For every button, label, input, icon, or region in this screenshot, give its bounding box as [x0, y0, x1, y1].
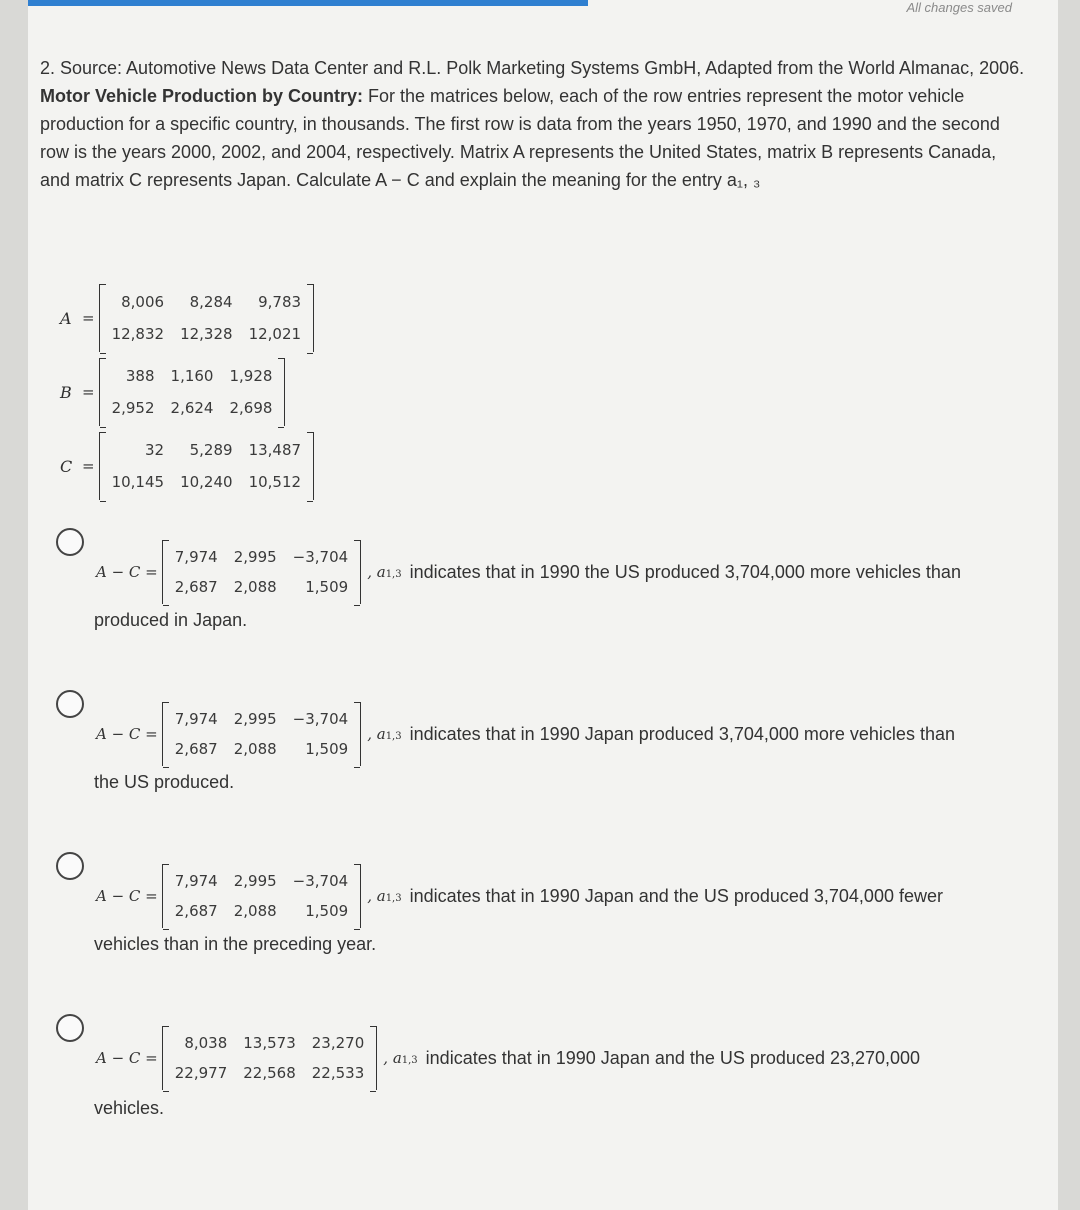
option-text: indicates that in 1990 Japan produced 3,704,000 more vehicles than	[409, 723, 955, 744]
matrix-cell: 22,568	[243, 1064, 296, 1082]
option-lhs: A − C =	[96, 563, 158, 581]
question-description: For the matrices below, each of the row entries represent the motor vehicle production for a specific country, in thousands. The first row is data from the years 1950, 1970, and 1990 and the second row is the years 2000, 2002, and 2004, respectively. Matrix A represents the United States, matrix B represents Canada, and matrix C represents Japan. Calculate A − C and explain the meaning for the entry a₁, ₃	[40, 86, 1000, 190]
option-expression	[96, 540, 961, 604]
option-lhs: A − C =	[96, 1049, 158, 1067]
option-text: indicates that in 1990 the US produced 3,704,000 more vehicles than	[409, 561, 961, 582]
option-expression	[96, 702, 955, 766]
question-source: 2. Source: Automotive News Data Center and R.L. Polk Marketing Systems GmbH, Adapted from the World Almanac, 2006.	[40, 58, 1025, 78]
matrix-cell: 2,952	[111, 399, 155, 417]
entry-letter: a	[376, 725, 386, 743]
entry-subscript: 1,3	[385, 731, 402, 742]
matrix-cell: 2,687	[174, 902, 218, 920]
matrix-cell: 2,995	[233, 872, 277, 890]
matrix-cell: 8,006	[121, 293, 165, 311]
entry-subscript: 1,3	[385, 893, 402, 904]
entry-symbol: , a1,3	[367, 887, 402, 905]
entry-symbol: , a1,3	[367, 563, 402, 581]
matrix-cell: 12,832	[111, 325, 165, 343]
matrix-cell: 1,928	[229, 367, 273, 385]
radio-button[interactable]	[56, 528, 84, 556]
matrix-cell: 12,021	[248, 325, 302, 343]
entry-letter: a	[392, 1049, 402, 1067]
option-expression	[96, 1026, 920, 1090]
matrix-cell: 7,974	[174, 710, 218, 728]
matrix-cell: 10,145	[111, 473, 165, 491]
matrix-cell: 2,088	[233, 740, 277, 758]
matrix-cell: 2,624	[170, 399, 214, 417]
entry-symbol: , a1,3	[367, 725, 402, 743]
matrix-cell: 2,995	[233, 710, 277, 728]
matrix-cell: 23,270	[311, 1034, 365, 1052]
result-matrix	[162, 864, 361, 928]
worksheet-page	[28, 0, 1058, 1210]
entry-symbol: , a1,3	[383, 1049, 418, 1067]
matrix-cell: 5,289	[189, 441, 233, 459]
matrix-cell: 2,088	[233, 578, 277, 596]
option-lhs: A − C =	[96, 725, 158, 743]
matrix-cell: 10,240	[180, 473, 233, 491]
entry-letter: a	[376, 563, 386, 581]
given-matrices	[60, 284, 314, 506]
radio-button[interactable]	[56, 852, 84, 880]
progress-bar	[28, 0, 588, 6]
option-text-continued: produced in Japan.	[94, 610, 248, 630]
radio-button[interactable]	[56, 690, 84, 718]
matrix-c-name: C	[60, 456, 73, 476]
matrix-cell: 22,533	[311, 1064, 365, 1082]
question-lead: Motor Vehicle Production by Country:	[40, 86, 364, 106]
option-text-continued: vehicles than in the preceding year.	[94, 934, 377, 954]
save-status: All changes saved	[906, 0, 1012, 15]
matrix-cell: 1,509	[305, 740, 349, 758]
option-text: indicates that in 1990 Japan and the US produced 3,704,000 fewer	[409, 885, 943, 906]
option-text-continued: the US produced.	[94, 772, 235, 792]
matrix-cell: 1,160	[170, 367, 214, 385]
matrix-cell: 13,487	[248, 441, 302, 459]
equals-sign: =	[82, 383, 95, 401]
matrix-cell: 10,512	[248, 473, 302, 491]
matrix-cell: 2,088	[233, 902, 277, 920]
matrix-cell: 2,995	[233, 548, 277, 566]
matrix-cell: 2,687	[174, 740, 218, 758]
result-matrix	[162, 1026, 378, 1090]
result-matrix	[162, 540, 361, 604]
matrix-a	[99, 284, 315, 352]
matrix-c	[99, 432, 315, 500]
option-text-continued: vehicles.	[94, 1098, 165, 1118]
matrix-b-row	[60, 358, 314, 426]
matrix-cell: 1,509	[305, 578, 349, 596]
matrix-a-row	[60, 284, 314, 352]
matrix-cell: 2,687	[174, 578, 218, 596]
matrix-c-row	[60, 432, 314, 500]
question-text	[40, 54, 1030, 194]
matrix-cell: −3,704	[292, 548, 349, 566]
option-lhs: A − C =	[96, 887, 158, 905]
matrix-cell: −3,704	[292, 872, 349, 890]
matrix-cell: 1,509	[305, 902, 349, 920]
option-expression	[96, 864, 943, 928]
matrix-cell: 2,698	[229, 399, 273, 417]
equals-sign: =	[82, 457, 95, 475]
matrix-cell: 8,284	[189, 293, 233, 311]
equals-sign: =	[82, 309, 95, 327]
matrix-a-name: A	[60, 308, 72, 328]
matrix-cell: 7,974	[174, 548, 218, 566]
matrix-cell: 9,783	[258, 293, 302, 311]
entry-subscript: 1,3	[385, 569, 402, 580]
matrix-cell: 13,573	[243, 1034, 296, 1052]
matrix-cell: 22,977	[174, 1064, 228, 1082]
question-body	[40, 82, 1030, 194]
matrix-cell: 7,974	[174, 872, 218, 890]
result-matrix	[162, 702, 361, 766]
matrix-cell: −3,704	[292, 710, 349, 728]
entry-letter: a	[376, 887, 386, 905]
matrix-cell: 8,038	[184, 1034, 228, 1052]
entry-subscript: 1,3	[401, 1055, 418, 1066]
matrix-cell: 12,328	[180, 325, 233, 343]
matrix-cell: 388	[125, 367, 155, 385]
matrix-b	[99, 358, 286, 426]
matrix-cell: 32	[144, 441, 165, 459]
option-text: indicates that in 1990 Japan and the US produced 23,270,000	[425, 1047, 921, 1068]
radio-button[interactable]	[56, 1014, 84, 1042]
matrix-b-name: B	[60, 382, 72, 402]
